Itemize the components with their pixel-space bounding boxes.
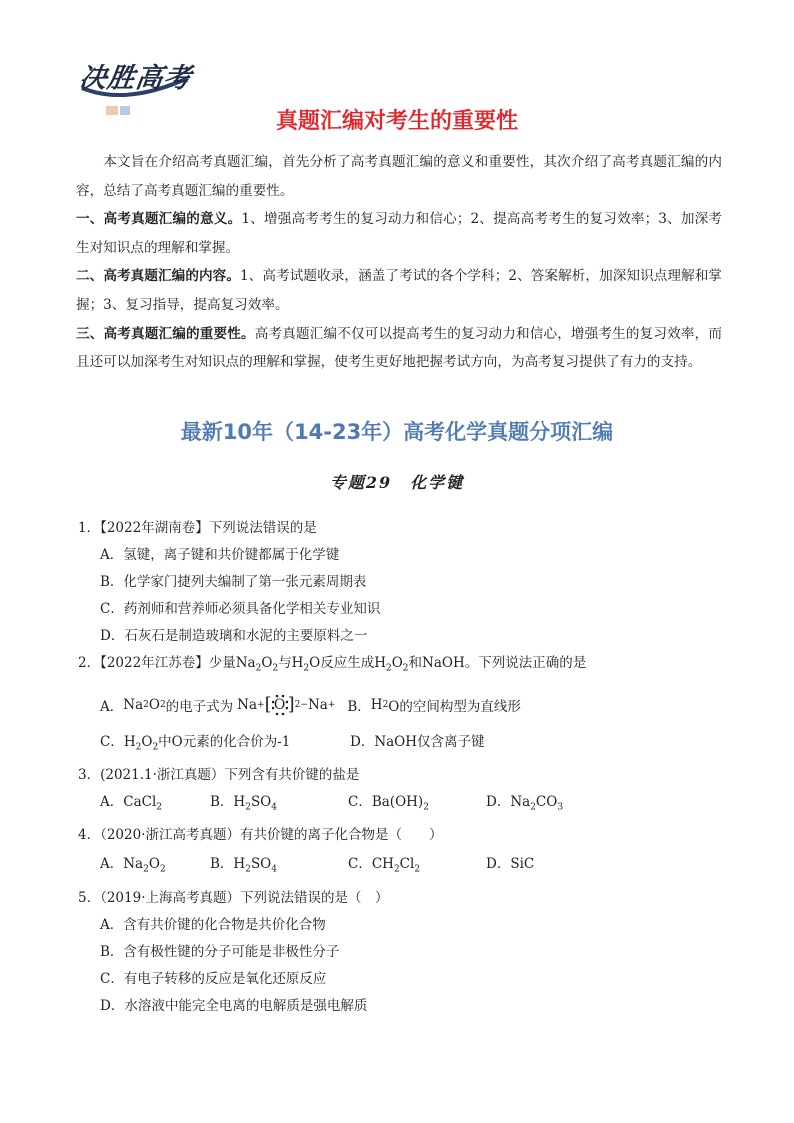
oxygen-symbol: O — [273, 696, 286, 713]
formula-part: 中O元素的化合价为-1 — [158, 733, 291, 750]
bracket: ] — [287, 694, 295, 716]
intro-section-3 — [76, 320, 722, 377]
section-2-text: 1、高考试题收录，涵盖了考试的各个学科；2、答案解析，加深知识点理解和掌握；3、复习指导，提高复习效率。 — [76, 268, 723, 313]
subscript: 3 — [557, 803, 564, 814]
option-d: D．NaOH仅含离子键 — [350, 733, 485, 750]
stem-part: 少量Na — [208, 655, 256, 671]
question-3-options — [100, 789, 724, 822]
oxygen-with-electrons — [272, 697, 288, 713]
subscript: 4 — [271, 864, 277, 875]
option-d: D．SiC — [486, 856, 535, 873]
subscript: 2 — [402, 663, 409, 674]
stem-part: 和NaOH。下列说法正确的是 — [408, 655, 587, 671]
sodium-symbol: Na — [307, 696, 328, 713]
subscript: 2 — [530, 803, 536, 814]
option-d: D．水溶液中能完全电离的电解质是强电解质 — [100, 997, 368, 1014]
option-d — [486, 789, 563, 822]
section-2-title: 二、高考真题汇编的内容。 — [76, 268, 241, 285]
option-a — [100, 849, 210, 885]
formula-part: B．H — [210, 856, 246, 873]
intro-section-2 — [76, 262, 722, 319]
formula-part: C．CH — [348, 856, 394, 873]
section-3-text: 高考真题汇编不仅可以提高考生的复习动力和信心，增强考生的复习效率，而且还可以加深考生对知识点的理解和掌握，使考生更好地把握考试方向，为高考复习提供了有力的支持。 — [76, 325, 723, 371]
formula-part: A．CaCl — [100, 794, 157, 811]
option-c: C．药剂师和营养师必须具备化学相关专业知识 — [100, 601, 381, 617]
question-2 — [78, 650, 724, 683]
question-4: 4．（2020·浙江高考真题）有共价键的离子化合物是（ ） — [78, 827, 443, 844]
page-title: 真题汇编对考生的重要性 — [275, 109, 518, 134]
formula-part: O — [148, 856, 160, 873]
formula-part: H — [123, 733, 136, 750]
formula-part: SO — [250, 856, 272, 873]
subscript: 2 — [135, 742, 142, 753]
logo-text: 决胜高考 — [77, 63, 194, 94]
question-source: 【2022年江苏卷】 — [100, 655, 209, 671]
sodium-symbol: Na — [237, 696, 258, 713]
option-a: A．含有共价键的化合物是共价化合物 — [100, 916, 326, 933]
option-row-ab — [100, 683, 724, 727]
charge: + — [257, 699, 265, 710]
stem-part: O反应生成H — [309, 655, 386, 671]
intro-summary: 本文旨在介绍高考真题汇编，首先分析了高考真题汇编的意义和重要性，其次介绍了高考真题汇编的内容，总结了高考真题汇编的重要性。 — [76, 154, 722, 199]
option-c-label: C． — [100, 733, 124, 750]
question-1 — [78, 515, 724, 542]
formula-part: A．Na — [100, 856, 144, 873]
subscript: 2 — [382, 699, 389, 710]
subscript: 2 — [152, 742, 159, 753]
stem-part: O — [261, 655, 273, 671]
option-b — [210, 849, 348, 885]
charge: 2− — [294, 699, 308, 710]
formula-part: C．Ba(OH) — [348, 794, 424, 811]
option-b: B．化学家门捷列夫编制了第一张元素周期表 — [100, 574, 367, 590]
question-5: 5．（2019·上海高考真题）下列说法错误的是（ ） — [78, 889, 389, 906]
charge: + — [327, 699, 336, 710]
section-1-text: 1、增强高考考生的复习动力和信心；2、提高高考考生的复习效率；3、加深考生对知识点的理解和掌握。 — [76, 211, 723, 256]
section-3-title: 三、高考真题汇编的重要性。 — [76, 325, 255, 342]
subscript: 4 — [271, 803, 277, 814]
subscript: 2 — [385, 663, 392, 674]
section-1-title: 一、高考真题汇编的意义。 — [76, 211, 242, 228]
subscript: 2 — [255, 663, 262, 674]
option-c: C．有电子转移的反应是氧化还原反应 — [100, 970, 327, 987]
option-a — [100, 789, 210, 822]
formula-part: O — [148, 696, 160, 713]
subscript: 2 — [423, 803, 429, 814]
option-d: D．石灰石是制造玻璃和水泥的主要原料之一 — [100, 628, 368, 644]
subscript: 2 — [272, 663, 279, 674]
bracket: [ — [264, 694, 272, 716]
question-3: 3．(2021.1·浙江真题）下列含有共价键的盐是 — [78, 767, 360, 784]
subscript: 2 — [156, 803, 163, 814]
subscript: 2 — [143, 699, 149, 710]
question-number: 1． — [78, 520, 101, 536]
intro-section — [76, 148, 722, 377]
formula-part: 的电子式为 — [165, 698, 234, 715]
option-b: B．含有极性键的分子可能是非极性分子 — [100, 943, 340, 960]
topic-title: 专题29 化学键 — [329, 473, 465, 492]
intro-section-1 — [76, 205, 722, 262]
question-4-options — [100, 849, 724, 885]
option-b-label: B． — [347, 698, 371, 715]
option-c — [100, 727, 350, 763]
formula-part: D．Na — [486, 794, 531, 811]
formula-part: Cl — [399, 856, 415, 873]
option-row-cd — [100, 727, 724, 763]
option-a: A．氢键，离子键和共价键都属于化学键 — [100, 547, 340, 563]
option-b — [210, 789, 348, 822]
electron-dots-icon — [272, 693, 288, 717]
electron-formula — [237, 694, 335, 715]
subscript: 2 — [159, 699, 166, 710]
subscript: 2 — [159, 864, 166, 875]
formula-part: O — [141, 733, 153, 750]
subscript: 2 — [143, 864, 149, 875]
formula-part: B．H — [210, 794, 246, 811]
subscript: 2 — [245, 864, 251, 875]
subscript: 2 — [414, 864, 421, 875]
question-stem: 下列说法错误的是 — [208, 520, 317, 536]
subscript: 2 — [245, 803, 251, 814]
option-c — [348, 849, 486, 885]
question-source: 【2022年湖南卷】 — [100, 520, 209, 536]
formula-part: Na — [123, 696, 144, 713]
collection-title: 最新10年（14-23年）高考化学真题分项汇编 — [180, 420, 614, 444]
question-list — [78, 515, 724, 1020]
formula-part: H — [370, 696, 383, 713]
formula-part: CO — [535, 794, 558, 811]
subscript: 2 — [303, 663, 310, 674]
subscript: 2 — [393, 864, 400, 875]
stem-part: 与H — [278, 655, 304, 671]
option-c — [348, 789, 486, 822]
stem-part: O — [391, 655, 403, 671]
question-number: 2． — [78, 655, 101, 671]
formula-part: O的空间构型为直线形 — [388, 698, 521, 715]
formula-part: SO — [250, 794, 272, 811]
option-a-label: A． — [100, 698, 124, 715]
